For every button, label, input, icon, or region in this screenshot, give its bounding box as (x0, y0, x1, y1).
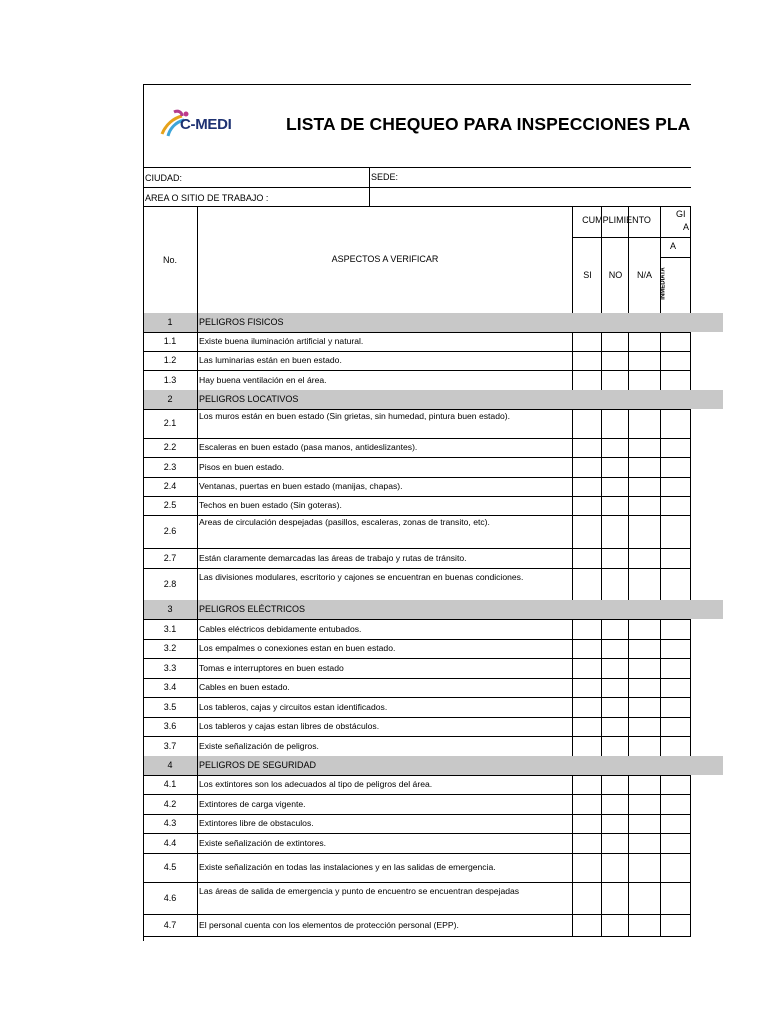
section-number: 4 (167, 760, 173, 770)
check-cell-na[interactable] (629, 516, 660, 548)
col-rule (197, 515, 198, 548)
logo-text: C-MEDI (180, 116, 232, 133)
check-cell-inmediata[interactable] (661, 549, 690, 568)
frame-top-border (143, 84, 691, 85)
col-rule (690, 496, 691, 515)
col-rule (690, 814, 691, 833)
item-number: 3.7 (163, 741, 177, 751)
check-cell-si[interactable] (573, 549, 601, 568)
item-number: 2.2 (163, 442, 177, 452)
check-cell-inmediata[interactable] (661, 352, 690, 370)
item-number: 2.7 (163, 553, 177, 563)
check-cell-inmediata[interactable] (661, 659, 690, 678)
col-header-gr-top: GI (676, 209, 686, 219)
check-cell-na[interactable] (629, 854, 660, 882)
check-cell-na[interactable] (629, 569, 660, 600)
check-cell-na[interactable] (629, 834, 660, 853)
item-number: 3.6 (163, 721, 177, 731)
item-number: 3.2 (163, 643, 177, 653)
item-number: 4.3 (163, 818, 177, 828)
col-rule (197, 814, 198, 833)
check-cell-no[interactable] (602, 815, 628, 833)
frame-left-border (143, 84, 144, 941)
check-cell-no[interactable] (602, 659, 628, 678)
item-text: Existe buena iluminación artificial y natural. (199, 336, 364, 346)
item-text: Existe señalización de peligros. (199, 741, 319, 751)
check-cell-inmediata[interactable] (661, 569, 690, 600)
check-cell-no[interactable] (602, 698, 628, 717)
check-cell-no[interactable] (602, 410, 628, 438)
item-number: 1.3 (163, 375, 177, 385)
check-cell-no[interactable] (602, 915, 628, 936)
col-rule (197, 882, 198, 914)
check-cell-na[interactable] (629, 620, 660, 639)
col-rule (690, 736, 691, 756)
check-cell-na[interactable] (629, 640, 660, 658)
item-text: Extintores de carga vigente. (199, 799, 306, 809)
check-cell-na[interactable] (629, 737, 660, 756)
col-header-aspectos: ASPECTOS A VERIFICAR (331, 254, 439, 264)
col-rule (197, 775, 198, 794)
item-text: Hay buena ventilación en el área. (199, 375, 327, 385)
col-rule (690, 332, 691, 351)
col-rule (197, 639, 198, 658)
check-cell-inmediata[interactable] (661, 737, 690, 756)
col-rule (690, 409, 691, 438)
section-number: 1 (167, 317, 173, 327)
check-cell-no[interactable] (602, 497, 628, 515)
check-cell-no[interactable] (602, 737, 628, 756)
col-rule (197, 332, 198, 351)
check-cell-no[interactable] (602, 333, 628, 351)
row-rule (143, 206, 691, 207)
check-cell-no[interactable] (602, 679, 628, 697)
col-rule (690, 658, 691, 678)
col-rule (690, 639, 691, 658)
row-rule (661, 257, 691, 258)
col-rule (690, 206, 691, 313)
row-rule (143, 936, 691, 937)
item-number: 2.6 (163, 526, 177, 536)
check-cell-no[interactable] (602, 776, 628, 794)
col-rule (197, 717, 198, 736)
col-rule (690, 775, 691, 794)
col-rule (197, 370, 198, 390)
check-cell-inmediata[interactable] (661, 410, 690, 438)
check-cell-na[interactable] (629, 815, 660, 833)
check-cell-na[interactable] (629, 352, 660, 370)
check-cell-si[interactable] (573, 679, 601, 697)
col-rule (572, 206, 573, 313)
item-text: Existe señalización en todas las instalaciones y en las salidas de emergencia. (199, 862, 496, 872)
check-cell-inmediata[interactable] (661, 679, 690, 697)
section-number: 3 (167, 604, 173, 614)
check-cell-inmediata[interactable] (661, 478, 690, 496)
check-cell-inmediata[interactable] (661, 620, 690, 639)
col-header-si: SI (583, 270, 592, 280)
check-cell-si[interactable] (573, 620, 601, 639)
item-number: 1.1 (163, 336, 177, 346)
check-cell-si[interactable] (573, 834, 601, 853)
check-cell-inmediata[interactable] (661, 333, 690, 351)
check-cell-na[interactable] (629, 371, 660, 390)
col-rule (197, 853, 198, 882)
check-cell-no[interactable] (602, 795, 628, 814)
section-title: PELIGROS DE SEGURIDAD (199, 760, 317, 770)
col-header-no: No. (162, 255, 177, 265)
item-number: 2.8 (163, 579, 177, 589)
check-cell-si[interactable] (573, 410, 601, 438)
item-text: Pisos en buen estado. (199, 462, 285, 472)
check-cell-si[interactable] (573, 516, 601, 548)
check-cell-si[interactable] (573, 795, 601, 814)
col-rule (197, 313, 198, 332)
col-rule (690, 678, 691, 697)
col-rule (660, 206, 661, 313)
col-rule (601, 206, 602, 313)
item-number: 4.5 (163, 862, 177, 872)
col-rule (690, 438, 691, 457)
item-text: Cables eléctricos debidamente entubados. (199, 624, 362, 634)
check-cell-inmediata[interactable] (661, 371, 690, 390)
check-cell-na[interactable] (629, 410, 660, 438)
row-rule (143, 167, 691, 168)
col-rule (197, 736, 198, 756)
check-cell-si[interactable] (573, 659, 601, 678)
col-rule (690, 794, 691, 814)
col-rule (197, 206, 198, 313)
check-cell-inmediata[interactable] (661, 915, 690, 936)
col-rule (690, 717, 691, 736)
check-cell-si[interactable] (573, 458, 601, 477)
col-rule (690, 351, 691, 370)
item-text: Escaleras en buen estado (pasa manos, antideslizantes). (199, 442, 418, 452)
col-rule (197, 914, 198, 936)
check-cell-no[interactable] (602, 478, 628, 496)
col-rule (197, 548, 198, 568)
col-rule (197, 697, 198, 717)
col-rule (197, 756, 198, 775)
col-header-cumplimiento: CUMPLIMIENTO (582, 215, 651, 225)
item-number: 3.5 (163, 702, 177, 712)
item-text: Las divisiones modulares, escritorio y cajones se encuentran en buenas condiciones. (199, 572, 524, 582)
check-cell-si[interactable] (573, 698, 601, 717)
check-cell-no[interactable] (602, 516, 628, 548)
item-text: Areas de circulación despejadas (pasillos, escaleras, zonas de transito, etc). (199, 517, 490, 527)
section-title: PELIGROS LOCATIVOS (199, 394, 299, 404)
check-cell-si[interactable] (573, 371, 601, 390)
check-cell-no[interactable] (602, 439, 628, 457)
check-cell-si[interactable] (573, 640, 601, 658)
item-text: Los tableros y cajas estan libres de obstáculos. (199, 721, 380, 731)
check-cell-si[interactable] (573, 815, 601, 833)
check-cell-inmediata[interactable] (661, 458, 690, 477)
check-cell-no[interactable] (602, 352, 628, 370)
col-rule (197, 678, 198, 697)
check-cell-no[interactable] (602, 458, 628, 477)
item-number: 2.1 (163, 418, 177, 428)
check-cell-inmediata[interactable] (661, 854, 690, 882)
sede-label: SEDE: (371, 172, 399, 182)
item-number: 3.1 (163, 624, 177, 634)
check-cell-inmediata[interactable] (661, 497, 690, 515)
check-cell-na[interactable] (629, 478, 660, 496)
item-number: 2.4 (163, 481, 177, 491)
item-text: Techos en buen estado (Sin goteras). (199, 500, 342, 510)
item-text: Los empalmes o conexiones estan en buen estado. (199, 643, 396, 653)
row-rule (143, 187, 691, 188)
check-cell-no[interactable] (602, 640, 628, 658)
section-title: PELIGROS FISICOS (199, 317, 284, 327)
check-cell-inmediata[interactable] (661, 640, 690, 658)
check-cell-si[interactable] (573, 352, 601, 370)
item-number: 4.7 (163, 920, 177, 930)
col-rule (197, 568, 198, 600)
col-rule (197, 496, 198, 515)
item-text: Las áreas de salida de emergencia y punto de encuentro se encuentran despejadas (199, 886, 520, 896)
item-text: Ventanas, puertas en buen estado (manijas, chapas). (199, 481, 403, 491)
col-rule (690, 853, 691, 882)
check-cell-no[interactable] (602, 371, 628, 390)
col-rule (197, 833, 198, 853)
item-text: Están claramente demarcadas las áreas de trabajo y rutas de tránsito. (199, 553, 467, 563)
col-rule (690, 697, 691, 717)
check-cell-na[interactable] (629, 458, 660, 477)
check-cell-na[interactable] (629, 698, 660, 717)
col-header-a: A (670, 241, 677, 251)
col-rule (690, 833, 691, 853)
col-rule (628, 206, 629, 313)
check-cell-si[interactable] (573, 737, 601, 756)
col-header-na: N/A (636, 270, 652, 280)
item-text: Existe señalización de extintores. (199, 838, 327, 848)
check-cell-no[interactable] (602, 854, 628, 882)
col-rule (197, 438, 198, 457)
check-cell-inmediata[interactable] (661, 883, 690, 914)
item-text: Los extintores son los adecuados al tipo de peligros del área. (199, 779, 433, 789)
col-rule (197, 600, 198, 619)
item-text: Las luminarias están en buen estado. (199, 355, 342, 365)
check-cell-inmediata[interactable] (661, 698, 690, 717)
check-cell-si[interactable] (573, 333, 601, 351)
col-rule (197, 477, 198, 496)
item-number: 4.1 (163, 779, 177, 789)
check-cell-inmediata[interactable] (661, 439, 690, 457)
item-number: 1.2 (163, 355, 177, 365)
company-logo (160, 108, 246, 140)
area-label: AREA O SITIO DE TRABAJO : (145, 193, 269, 203)
item-number: 2.3 (163, 462, 177, 472)
col-rule (690, 914, 691, 936)
check-cell-no[interactable] (602, 883, 628, 914)
check-cell-na[interactable] (629, 795, 660, 814)
col-header-gr-bottom: A (683, 222, 690, 232)
check-cell-na[interactable] (629, 718, 660, 736)
check-cell-si[interactable] (573, 497, 601, 515)
item-number: 3.3 (163, 663, 177, 673)
check-cell-na[interactable] (629, 776, 660, 794)
item-number: 4.6 (163, 893, 177, 903)
item-text: Tomas e interruptores en buen estado (199, 663, 344, 673)
col-rule (197, 457, 198, 477)
check-cell-na[interactable] (629, 333, 660, 351)
check-cell-inmediata[interactable] (661, 776, 690, 794)
col-rule (690, 568, 691, 600)
item-text: Los tableros, cajas y circuitos estan identificados. (199, 702, 388, 712)
check-cell-na[interactable] (629, 659, 660, 678)
check-cell-inmediata[interactable] (661, 815, 690, 833)
item-text: Cables en buen estado. (199, 682, 290, 692)
item-number: 3.4 (163, 682, 177, 692)
check-cell-si[interactable] (573, 915, 601, 936)
check-cell-si[interactable] (573, 776, 601, 794)
col-rule (197, 794, 198, 814)
check-cell-na[interactable] (629, 883, 660, 914)
item-number: 4.4 (163, 838, 177, 848)
col-rule (197, 351, 198, 370)
check-cell-no[interactable] (602, 569, 628, 600)
check-cell-inmediata[interactable] (661, 834, 690, 853)
col-header-inmediata: INMEDIATA (660, 267, 667, 300)
col-rule (690, 548, 691, 568)
col-rule (197, 658, 198, 678)
check-cell-na[interactable] (629, 549, 660, 568)
item-number: 4.2 (163, 799, 177, 809)
check-cell-si[interactable] (573, 883, 601, 914)
col-rule (690, 619, 691, 639)
col-rule (690, 477, 691, 496)
item-number: 2.5 (163, 500, 177, 510)
check-cell-na[interactable] (629, 439, 660, 457)
section-number: 2 (167, 394, 173, 404)
col-rule (690, 515, 691, 548)
check-cell-inmediata[interactable] (661, 516, 690, 548)
col-rule (690, 457, 691, 477)
check-cell-na[interactable] (629, 497, 660, 515)
check-cell-si[interactable] (573, 569, 601, 600)
item-text: Extintores libre de obstaculos. (199, 818, 314, 828)
ciudad-label: CIUDAD: (145, 173, 183, 183)
row-rule (573, 237, 691, 238)
item-text: Los muros están en buen estado (Sin grietas, sin humedad, pintura buen estado). (199, 411, 511, 421)
check-cell-si[interactable] (573, 439, 601, 457)
item-text: El personal cuenta con los elementos de protección personal (EPP). (199, 920, 459, 930)
check-cell-na[interactable] (629, 679, 660, 697)
col-rule (197, 409, 198, 438)
check-cell-inmediata[interactable] (661, 795, 690, 814)
check-cell-si[interactable] (573, 718, 601, 736)
check-cell-na[interactable] (629, 915, 660, 936)
document-title: LISTA DE CHEQUEO PARA INSPECCIONES PLA (286, 114, 691, 134)
check-cell-si[interactable] (573, 854, 601, 882)
check-cell-no[interactable] (602, 718, 628, 736)
check-cell-no[interactable] (602, 549, 628, 568)
col-rule (197, 619, 198, 639)
col-rule (690, 882, 691, 914)
check-cell-inmediata[interactable] (661, 718, 690, 736)
check-cell-no[interactable] (602, 620, 628, 639)
check-cell-si[interactable] (573, 478, 601, 496)
col-rule (197, 390, 198, 409)
col-header-no-col: NO (608, 270, 623, 280)
check-cell-no[interactable] (602, 834, 628, 853)
section-title: PELIGROS ELÉCTRICOS (199, 604, 306, 614)
col-rule (690, 370, 691, 390)
